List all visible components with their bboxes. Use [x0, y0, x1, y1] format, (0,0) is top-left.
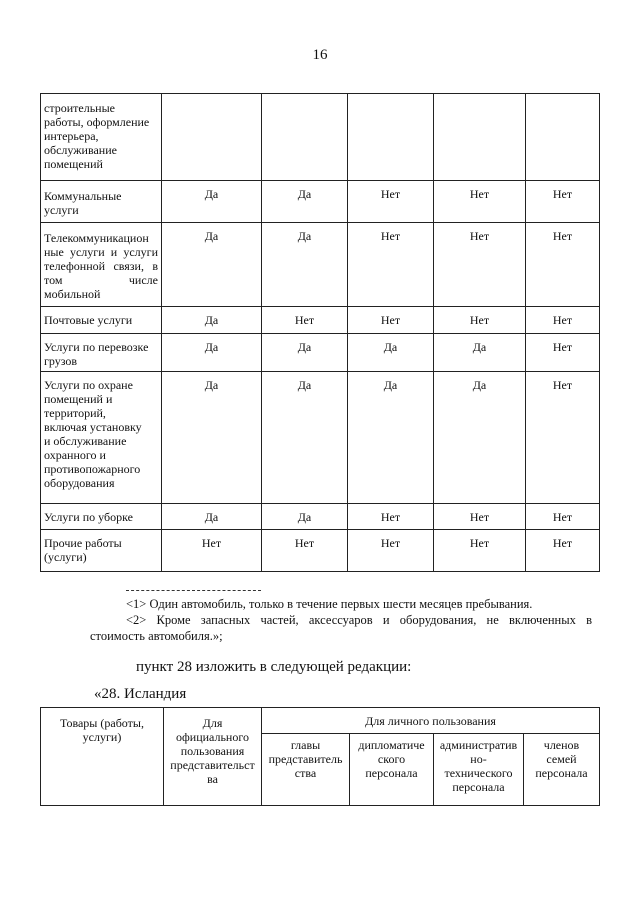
- table-row: [41, 223, 600, 307]
- section-heading: «28. Исландия: [94, 686, 187, 702]
- value-cell: Да: [262, 223, 348, 307]
- value-cell: Да: [262, 334, 348, 372]
- value-cell: Да: [262, 504, 348, 530]
- row-label-freight: Услуги по перевозке грузов: [41, 334, 162, 372]
- amendment-instruction: пункт 28 изложить в следующей редакции:: [136, 659, 412, 675]
- footnote-2-line-1: <2> Кроме запасных частей, аксессуаров и оборудования, не включенных в: [126, 613, 592, 627]
- row-label-utilities: Коммунальные услуги: [41, 181, 162, 223]
- value-cell: Нет: [526, 504, 600, 530]
- value-cell: Да: [262, 372, 348, 504]
- value-cell: Нет: [434, 223, 526, 307]
- table-row: [41, 94, 600, 181]
- row-label-cleaning: Услуги по уборке: [41, 504, 162, 530]
- value-cell: Да: [348, 334, 434, 372]
- table-row: [41, 334, 600, 372]
- table-row: [41, 181, 600, 223]
- value-cell: Нет: [434, 307, 526, 334]
- value-cell: Нет: [526, 334, 600, 372]
- footnote-separator: [126, 590, 261, 591]
- table-header-row: [41, 708, 600, 734]
- row-label-telecom: Телекоммуникацион ные услуги и услуги телефонной связи, в том числе мобильной: [41, 223, 162, 307]
- value-cell: Нет: [434, 530, 526, 572]
- value-cell: Нет: [526, 372, 600, 504]
- value-cell: Нет: [348, 530, 434, 572]
- row-label-security: Услуги по охране помещений и территорий, включая установку и обслуживание охранного и противопожарного оборудования: [41, 372, 162, 504]
- goods-services-table: [40, 93, 600, 572]
- value-cell: [434, 94, 526, 181]
- value-cell: Нет: [526, 181, 600, 223]
- value-cell: Да: [434, 372, 526, 504]
- table-row: [41, 307, 600, 334]
- value-cell: Да: [348, 372, 434, 504]
- value-cell: Нет: [162, 530, 262, 572]
- value-cell: [348, 94, 434, 181]
- value-cell: Да: [162, 223, 262, 307]
- goods-header: Товары (работы, услуги): [41, 708, 164, 806]
- value-cell: Нет: [262, 307, 348, 334]
- value-cell: Да: [162, 372, 262, 504]
- row-label-postal: Почтовые услуги: [41, 307, 162, 334]
- table-row: [41, 504, 600, 530]
- row-label-construction: строительные работы, оформление интерьера, обслуживание помещений: [41, 94, 162, 181]
- value-cell: [262, 94, 348, 181]
- admin-tech-staff-header: административ но- технического персонала: [434, 734, 524, 806]
- value-cell: Да: [434, 334, 526, 372]
- value-cell: Нет: [348, 307, 434, 334]
- value-cell: Нет: [434, 504, 526, 530]
- official-use-header: Для официального пользования представительст ва: [164, 708, 262, 806]
- footnote-1: <1> Один автомобиль, только в течение первых шести месяцев пребывания.: [126, 597, 533, 611]
- value-cell: Нет: [526, 307, 600, 334]
- head-of-mission-header: главы представитель ства: [262, 734, 350, 806]
- value-cell: [162, 94, 262, 181]
- value-cell: Да: [162, 307, 262, 334]
- footnote-2-line-2: стоимость автомобиля.»;: [90, 629, 223, 643]
- iceland-table: [40, 707, 600, 806]
- value-cell: Да: [162, 181, 262, 223]
- row-label-other: Прочие работы (услуги): [41, 530, 162, 572]
- personal-use-header: Для личного пользования: [262, 708, 600, 734]
- value-cell: Да: [162, 504, 262, 530]
- value-cell: Нет: [526, 530, 600, 572]
- value-cell: Нет: [348, 504, 434, 530]
- value-cell: Нет: [348, 223, 434, 307]
- value-cell: Нет: [262, 530, 348, 572]
- value-cell: [526, 94, 600, 181]
- table-row: [41, 530, 600, 572]
- value-cell: Нет: [526, 223, 600, 307]
- family-members-header: членов семей персонала: [524, 734, 600, 806]
- diplomatic-staff-header: дипломатиче ского персонала: [350, 734, 434, 806]
- value-cell: Да: [162, 334, 262, 372]
- value-cell: Нет: [434, 181, 526, 223]
- value-cell: Да: [262, 181, 348, 223]
- table-row: [41, 372, 600, 504]
- value-cell: Нет: [348, 181, 434, 223]
- page-number: 16: [312, 47, 328, 63]
